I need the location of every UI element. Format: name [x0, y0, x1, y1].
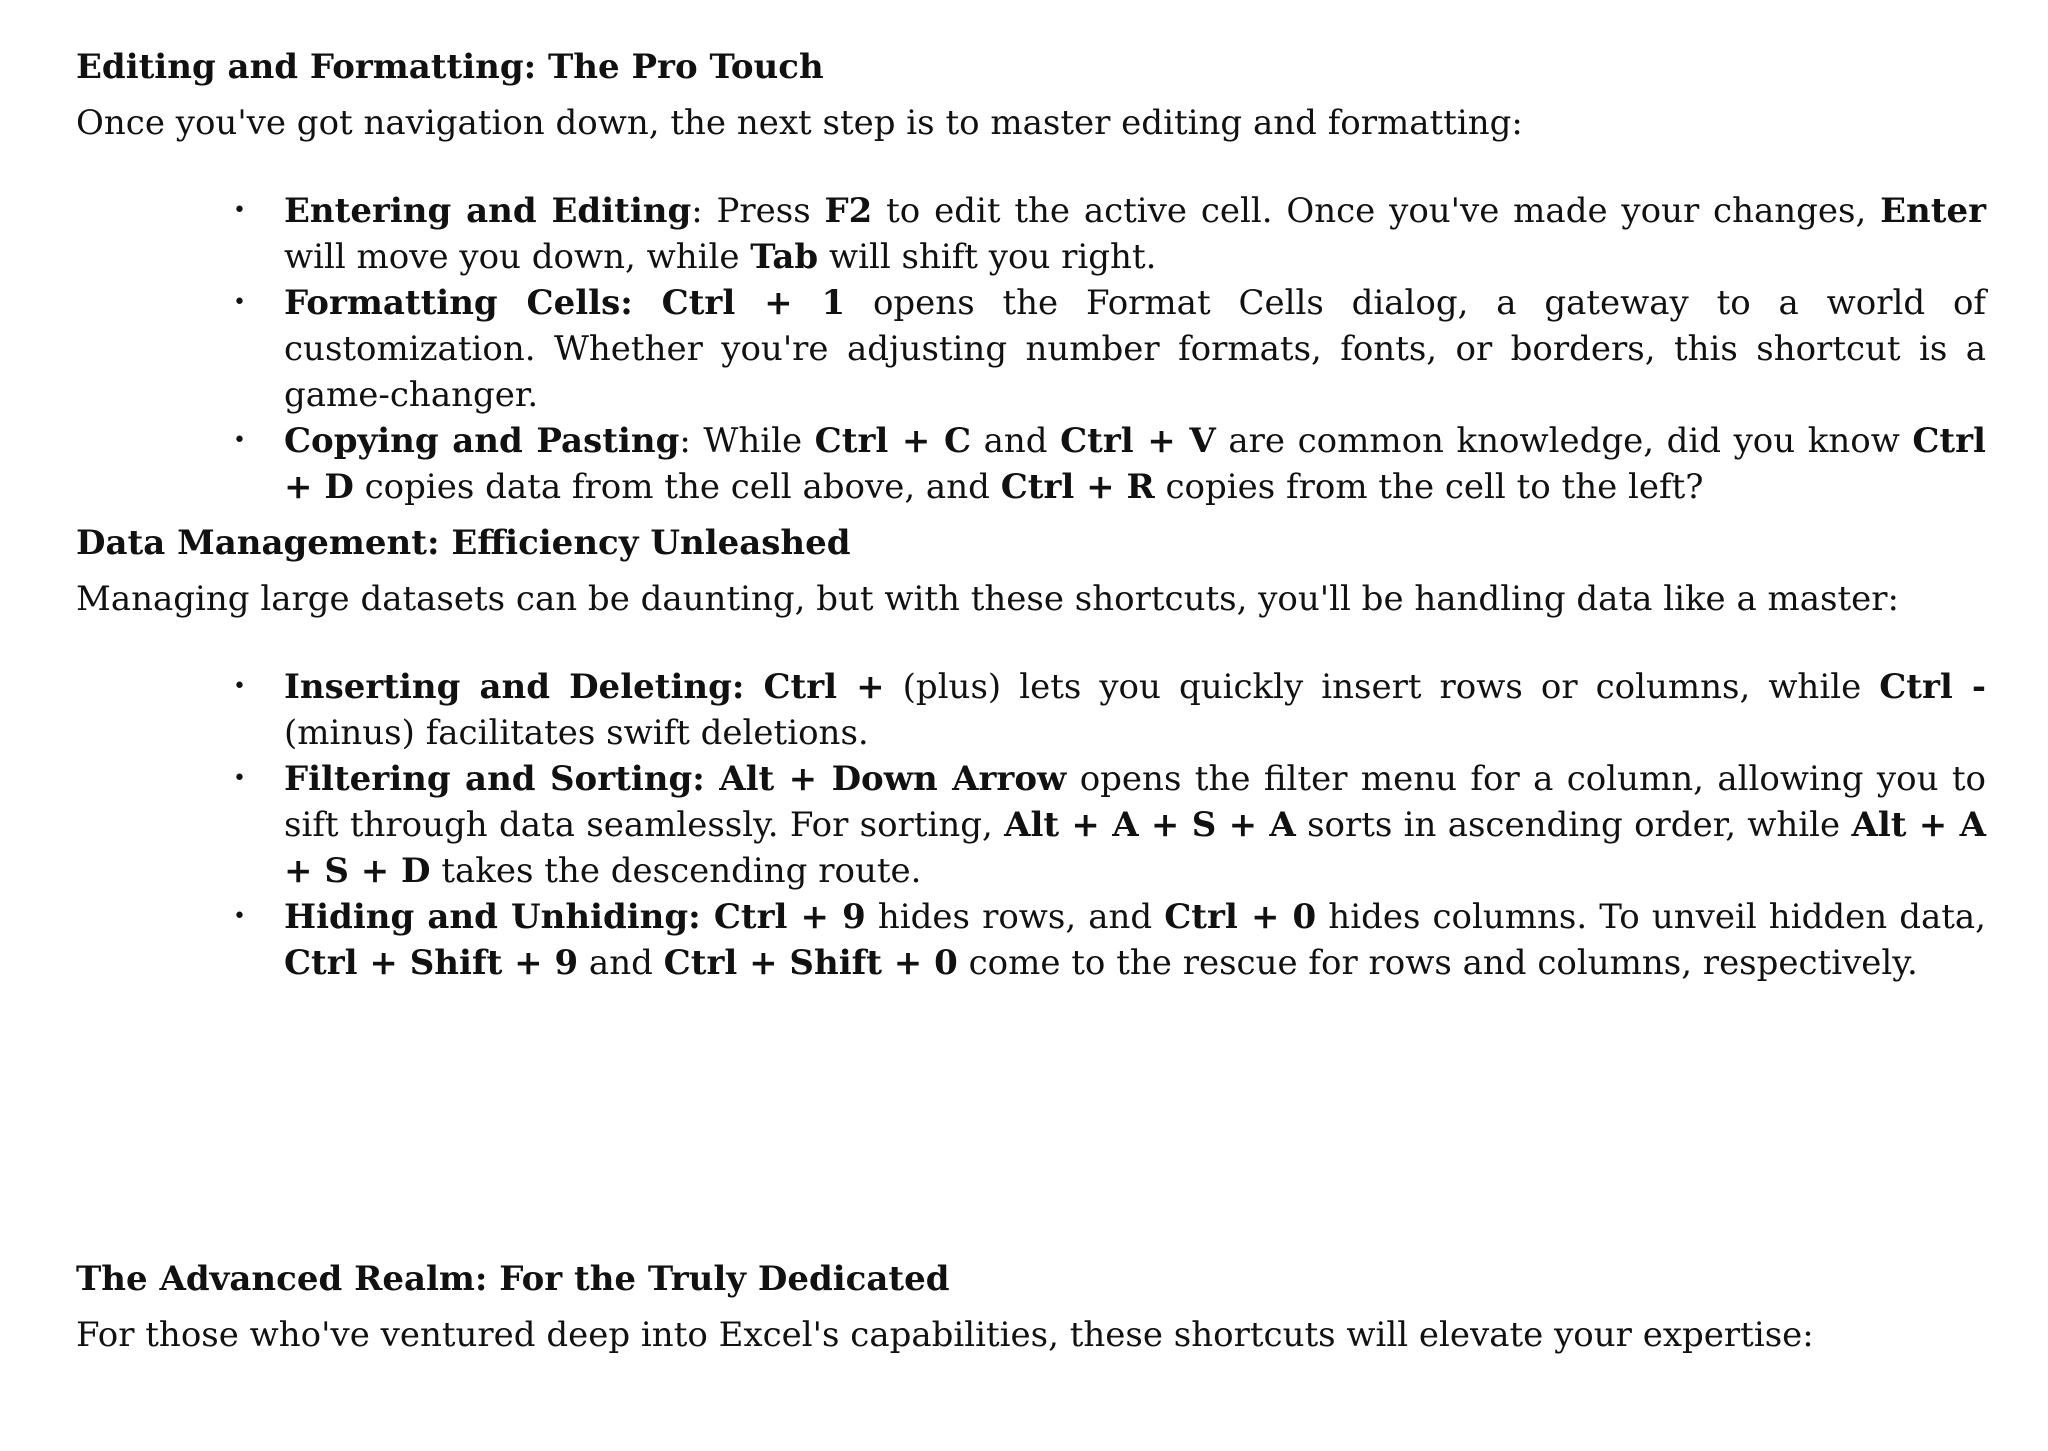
bullet-item — [76, 280, 1986, 418]
bullet-text: copies from the cell to the left? — [1154, 467, 1704, 507]
shortcut-key: Ctrl + C — [814, 421, 972, 461]
shortcut-key: Ctrl + 1 — [632, 283, 846, 323]
shortcut-key: Ctrl + 9 — [700, 897, 866, 937]
bullet-text: hides rows, and — [865, 897, 1165, 937]
shortcut-key: Alt + A + S + D — [284, 805, 1986, 891]
bullet-text: (plus) lets you quickly insert rows or columns, while — [884, 667, 1880, 707]
section-intro: Once you've got navigation down, the next step is to master editing and formatting: — [76, 103, 1523, 143]
bullet-text: opens the Format Cells dialog, a gateway to a world of customization. Whether you're adjusting number formats, fonts, or borders, this shortcut is a game-changer. — [284, 283, 1986, 415]
bullet-lead: Filtering and Sorting: — [284, 759, 705, 799]
bullet-lead: Entering and Editing — [284, 191, 692, 231]
bullet-item — [76, 756, 1986, 894]
bullet-dot-icon: • — [233, 290, 246, 315]
shortcut-key: Tab — [750, 237, 819, 277]
bullet-text: opens the filter menu for a column, allowing you to sift through data seamlessly. For sorting, — [284, 759, 1986, 845]
shortcut-key: Ctrl + V — [1060, 421, 1216, 461]
bullet-dot-icon: • — [233, 674, 246, 699]
bullet-text: will shift you right. — [818, 237, 1157, 277]
bullet-item — [76, 418, 1986, 510]
bullet-lead: Inserting and Deleting: — [284, 667, 745, 707]
section-data-management — [76, 520, 1986, 986]
bullet-item — [76, 664, 1986, 756]
bullet-text: : Press — [691, 191, 825, 231]
shortcut-key: Ctrl + R — [1000, 467, 1155, 507]
shortcut-key: Ctrl + — [744, 667, 885, 707]
bullet-text: will move you down, while — [284, 237, 751, 277]
bullet-text: hides columns. To unveil hidden data, — [1316, 897, 1986, 937]
shortcut-key: Alt + Down Arrow — [704, 759, 1067, 799]
bullet-lead: Copying and Pasting — [284, 421, 680, 461]
section-heading: The Advanced Realm: For the Truly Dedicated — [76, 1259, 950, 1299]
bullet-text: (minus) facilitates swift deletions. — [284, 713, 869, 753]
bullet-list — [76, 188, 1986, 510]
shortcut-key: Ctrl + Shift + 0 — [663, 943, 958, 983]
shortcut-key: Alt + A + S + A — [1004, 805, 1296, 845]
shortcut-key: Enter — [1880, 191, 1987, 231]
bullet-list — [76, 664, 1986, 986]
bullet-text: come to the rescue for rows and columns, respectively. — [957, 943, 1918, 983]
bullet-text: are common knowledge, did you know — [1215, 421, 1913, 461]
section-intro: For those who've ventured deep into Excel's capabilities, these shortcuts will elevate your expertise: — [76, 1315, 1814, 1355]
section-intro: Managing large datasets can be daunting, but with these shortcuts, you'll be handling data like a master: — [76, 579, 1900, 619]
section-advanced-realm — [76, 1256, 1986, 1358]
bullet-lead: Formatting Cells: — [284, 283, 633, 323]
bullet-text: to edit the active cell. Once you've made your changes, — [872, 191, 1881, 231]
bullet-text: copies data from the cell above, and — [353, 467, 1001, 507]
shortcut-key: Ctrl + 0 — [1164, 897, 1317, 937]
shortcut-key: Ctrl + Shift + 9 — [284, 943, 579, 983]
bullet-text: and — [971, 421, 1061, 461]
shortcut-key: Ctrl + D — [284, 421, 1986, 507]
bullet-text: : While — [679, 421, 815, 461]
bullet-text: takes the descending route. — [430, 851, 922, 891]
bullet-dot-icon: • — [233, 766, 246, 791]
bullet-dot-icon: • — [233, 198, 246, 223]
section-editing-formatting — [76, 44, 1986, 510]
bullet-item — [76, 188, 1986, 280]
bullet-text: sorts in ascending order, while — [1295, 805, 1852, 845]
bullet-lead: Hiding and Unhiding: — [284, 897, 701, 937]
shortcut-key: Ctrl - — [1879, 667, 1986, 707]
bullet-dot-icon: • — [233, 428, 246, 453]
shortcut-key: F2 — [824, 191, 873, 231]
bullet-dot-icon: • — [233, 904, 246, 929]
section-heading: Data Management: Efficiency Unleashed — [76, 523, 851, 563]
bullet-item — [76, 894, 1986, 986]
section-heading: Editing and Formatting: The Pro Touch — [76, 47, 824, 87]
bullet-text: and — [578, 943, 664, 983]
